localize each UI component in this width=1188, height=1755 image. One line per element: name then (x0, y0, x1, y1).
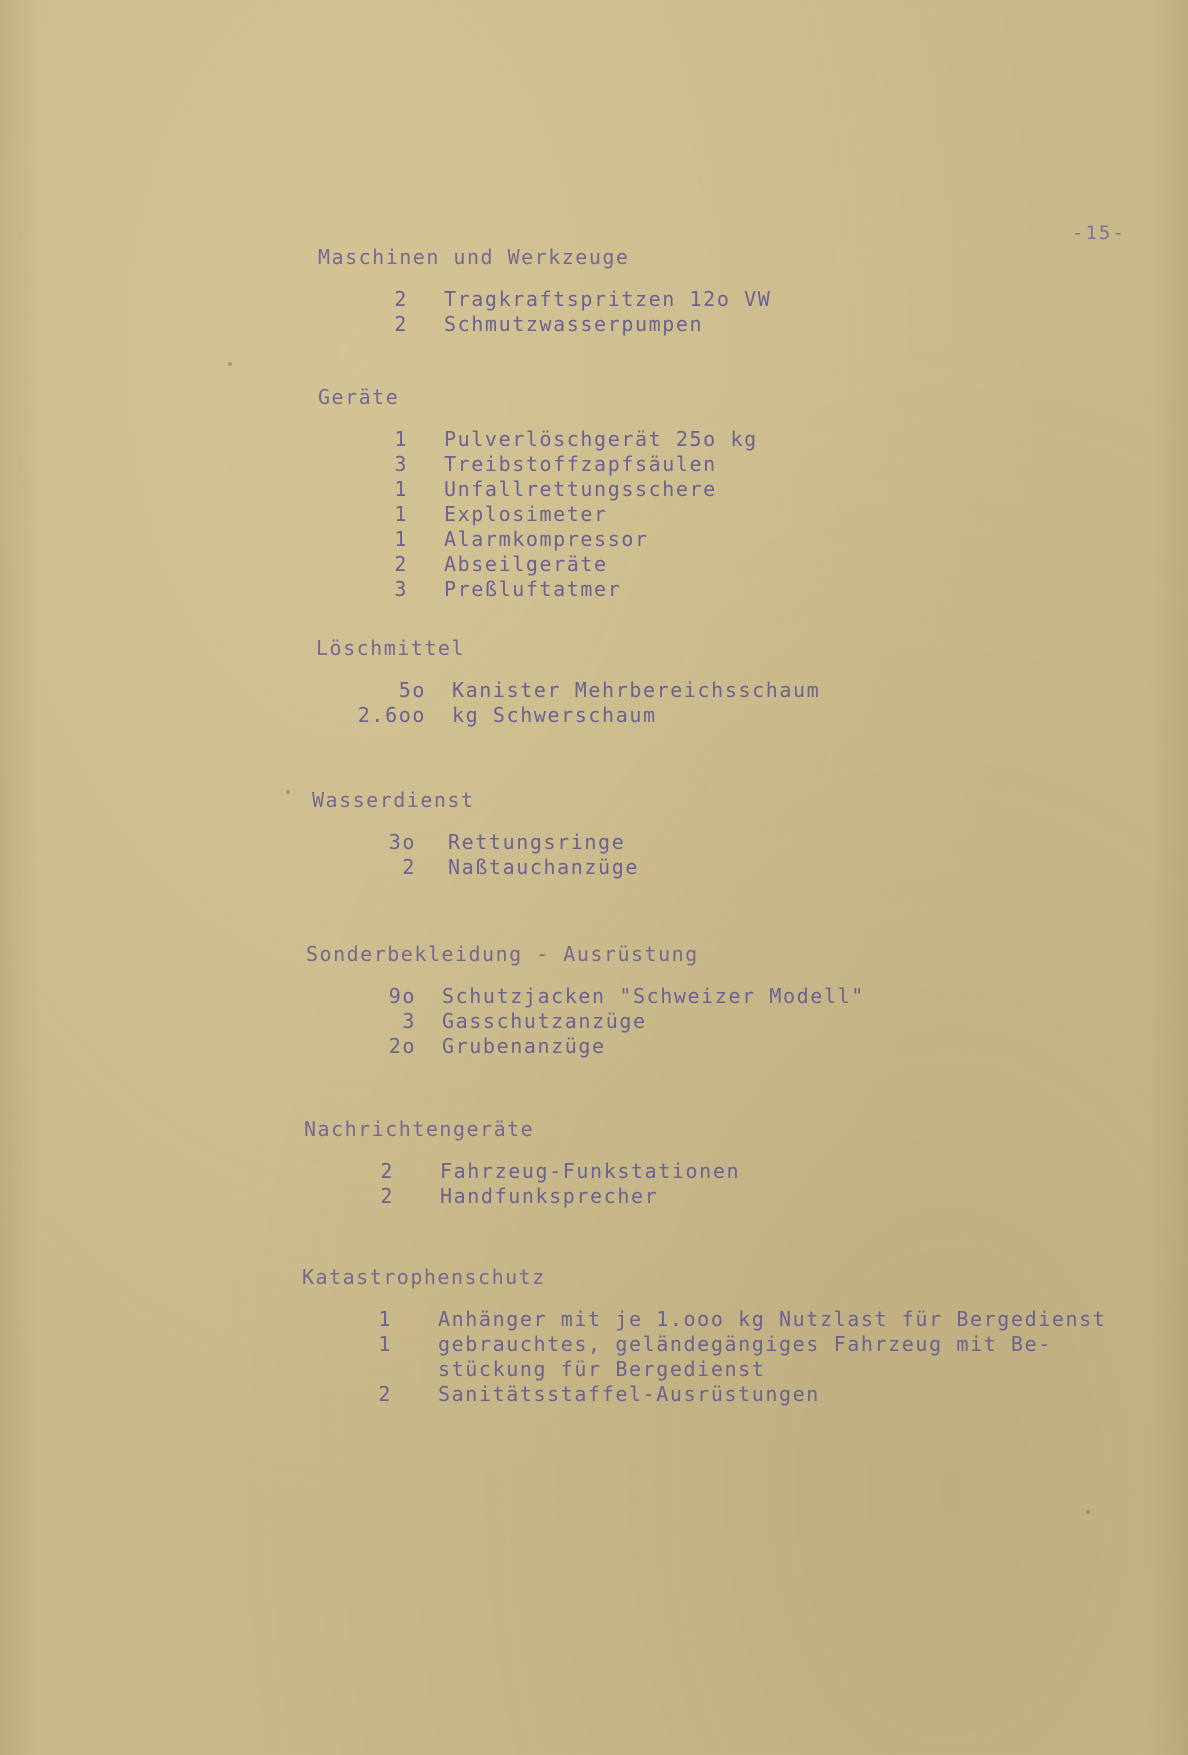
paper-speck (286, 790, 290, 794)
item-text: Tragkraftspritzen 12o VW (444, 287, 772, 311)
item-quantity: 2 (380, 1184, 394, 1208)
list-item (306, 984, 1188, 1009)
item-quantity (302, 1357, 438, 1382)
section-wasserdienst (312, 788, 1188, 880)
list-item (312, 830, 1188, 855)
item-quantity: 1 (394, 502, 408, 526)
section-title: Katastrophenschutz (302, 1265, 546, 1289)
page-number: -15- (1072, 222, 1126, 244)
item-quantity: 2 (378, 1382, 392, 1406)
item-quantity: 2o (388, 1034, 416, 1058)
item-text: Unfallrettungsschere (444, 477, 717, 501)
item-text: Fahrzeug-Funkstationen (440, 1159, 741, 1183)
item-text: Pulverlöschgerät 25o kg (444, 427, 758, 451)
item-quantity: 2 (394, 312, 408, 336)
item-list (312, 830, 1188, 880)
section-geraete (318, 385, 1188, 602)
list-item (304, 1184, 1188, 1209)
list-item (316, 703, 1188, 728)
list-item (302, 1357, 1182, 1382)
section-nachrichtengeraete (304, 1117, 1188, 1209)
item-text: Abseilgeräte (444, 552, 608, 576)
section-title: Nachrichtengeräte (304, 1117, 535, 1141)
section-maschinen-werkzeuge (318, 245, 1188, 337)
item-quantity: 2 (394, 287, 408, 311)
section-loeschmittel (316, 636, 1188, 728)
item-quantity: 5o (398, 678, 426, 702)
item-quantity: 3 (394, 452, 408, 476)
item-text: Sanitätsstaffel-Ausrüstungen (438, 1382, 820, 1406)
item-list (304, 1159, 1188, 1209)
section-sonderbekleidung (306, 942, 1188, 1059)
item-list (318, 287, 1188, 337)
item-quantity: 1 (378, 1332, 392, 1356)
item-quantity: 3 (402, 1009, 416, 1033)
list-item (318, 427, 1188, 452)
list-item (318, 577, 1188, 602)
item-text: Alarmkompressor (444, 527, 649, 551)
item-quantity: 9o (388, 984, 416, 1008)
list-item (318, 312, 1188, 337)
item-text: Treibstoffzapfsäulen (444, 452, 717, 476)
item-text: Schmutzwasserpumpen (444, 312, 704, 336)
item-quantity: 2 (380, 1159, 394, 1183)
section-katastrophenschutz (302, 1265, 1182, 1407)
list-item (302, 1332, 1182, 1357)
section-title: Geräte (318, 385, 400, 409)
item-list (316, 678, 1188, 728)
list-item (318, 477, 1188, 502)
item-quantity: 3o (388, 830, 416, 854)
list-item (302, 1382, 1182, 1407)
list-item (318, 452, 1188, 477)
list-item (306, 1034, 1188, 1059)
list-item (318, 527, 1188, 552)
list-item (306, 1009, 1188, 1034)
item-text: Schutzjacken "Schweizer Modell" (442, 984, 865, 1008)
paper-speck (1086, 1510, 1090, 1514)
section-title: Sonderbekleidung - Ausrüstung (306, 942, 699, 966)
list-item (318, 287, 1188, 312)
item-list (318, 427, 1188, 602)
item-text: Naßtauchanzüge (448, 855, 639, 879)
section-title: Wasserdienst (312, 788, 475, 812)
item-text: Anhänger mit je 1.ooo kg Nutzlast für Bergedienst (438, 1307, 1107, 1331)
list-item (316, 678, 1188, 703)
item-text: Rettungsringe (448, 830, 626, 854)
item-text: gebrauchtes, geländegängiges Fahrzeug mit Be- (438, 1332, 1052, 1356)
list-item (302, 1307, 1182, 1332)
item-text: Kanister Mehrbereichsschaum (452, 678, 821, 702)
list-item (318, 502, 1188, 527)
item-quantity: 2 (394, 552, 408, 576)
item-text: Gasschutzanzüge (442, 1009, 647, 1033)
item-text: Preßluftatmer (444, 577, 622, 601)
list-item (312, 855, 1188, 880)
item-quantity: 1 (394, 477, 408, 501)
item-text: Handfunksprecher (440, 1184, 659, 1208)
item-quantity: 1 (394, 427, 408, 451)
item-text: Grubenanzüge (442, 1034, 606, 1058)
item-text: Explosimeter (444, 502, 608, 526)
item-quantity: 2.6oo (357, 703, 426, 727)
list-item (304, 1159, 1188, 1184)
list-item (318, 552, 1188, 577)
item-text: stückung für Bergedienst (438, 1357, 766, 1381)
section-title: Löschmittel (316, 636, 465, 660)
item-quantity: 3 (394, 577, 408, 601)
section-title: Maschinen und Werkzeuge (318, 245, 630, 269)
item-list (306, 984, 1188, 1059)
item-list (302, 1307, 1182, 1407)
paper-speck (228, 362, 232, 366)
item-quantity: 2 (402, 855, 416, 879)
item-text: kg Schwerschaum (452, 703, 657, 727)
item-quantity: 1 (394, 527, 408, 551)
item-quantity: 1 (378, 1307, 392, 1331)
